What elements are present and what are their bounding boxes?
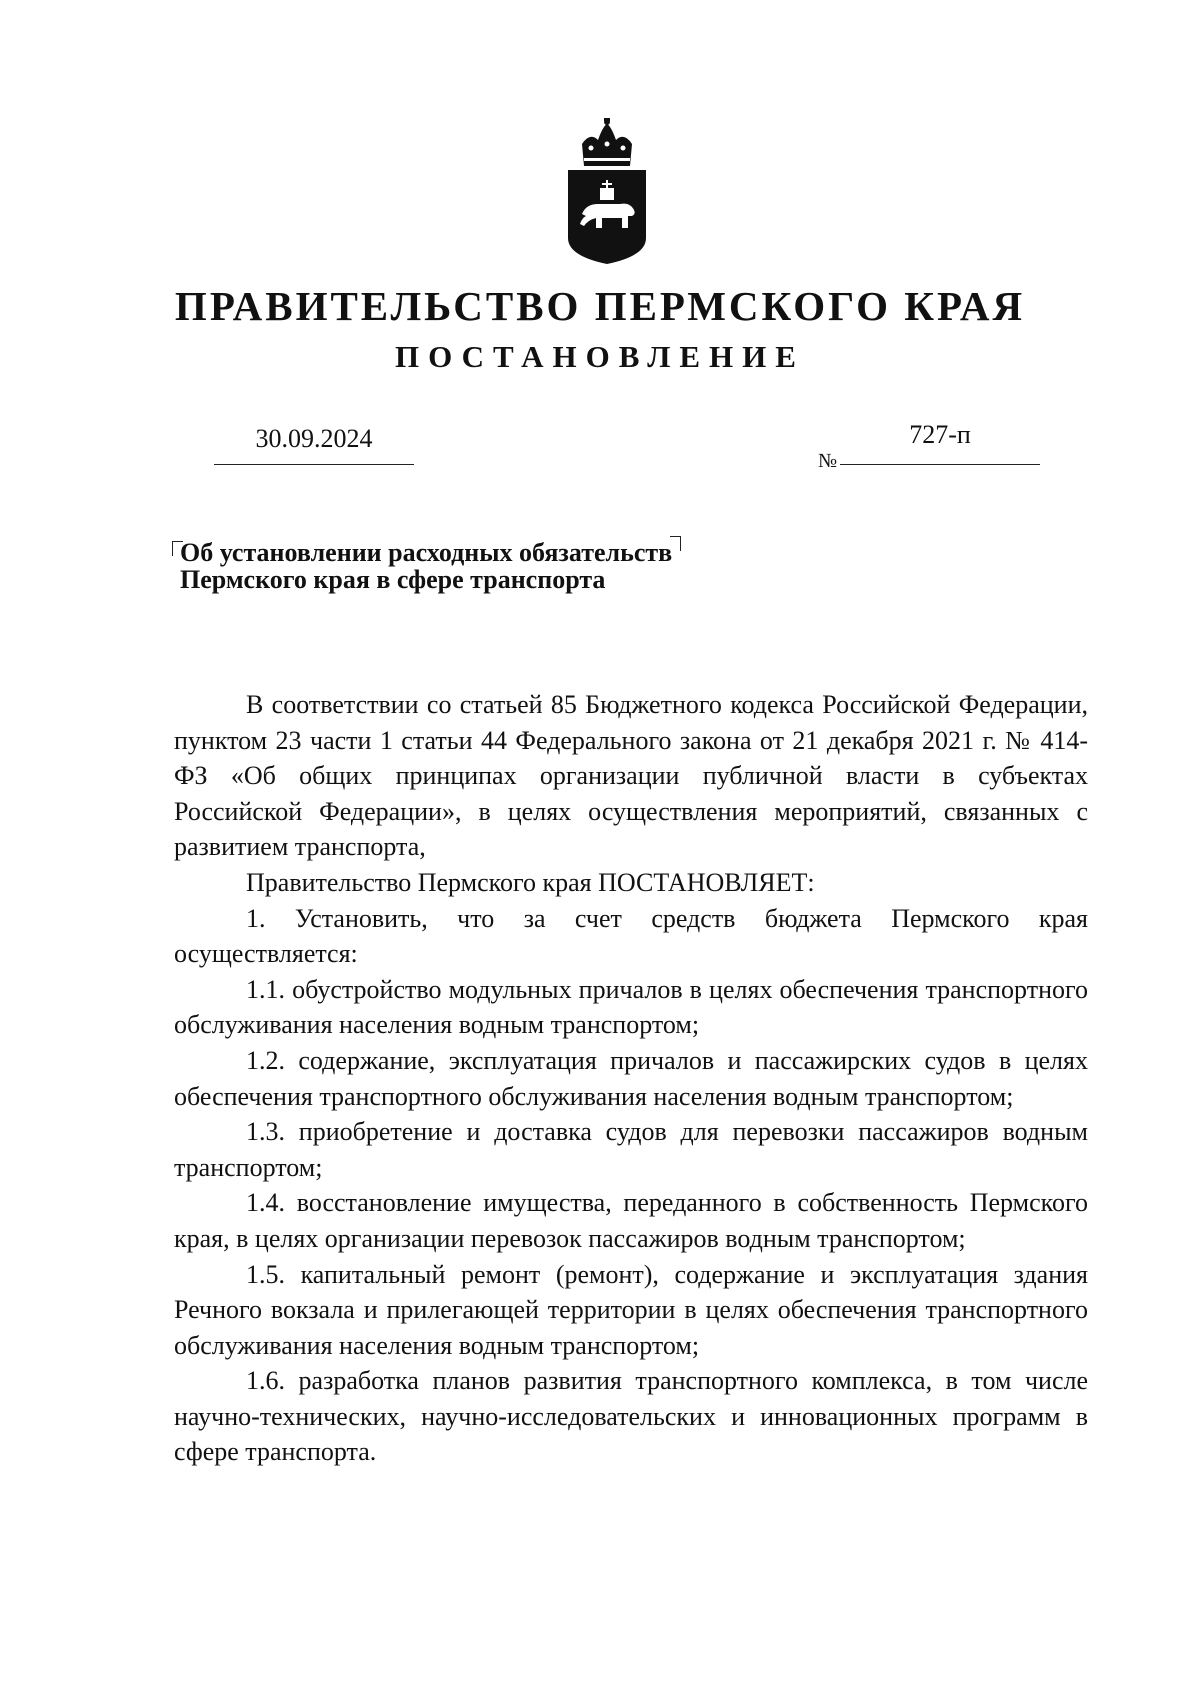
date-underline	[214, 464, 414, 465]
item-1-1-paragraph: 1.1. обустройство модульных причалов в целях обеспечения транспортного обслуживания населения водным транспортом;	[174, 974, 1088, 1040]
subject-line-2: Пермского края в сфере транспорта	[180, 565, 606, 594]
document-number: 727-п	[909, 420, 971, 449]
document-subject	[180, 539, 880, 593]
item-1-paragraph: 1. Установить, что за счет средств бюджета Пермского края осуществляется:	[174, 903, 1088, 969]
document-type: ПОСТАНОВЛЕНИЕ	[395, 339, 805, 374]
decree-paragraph: Правительство Пермского края ПОСТАНОВЛЯЕТ:	[246, 867, 815, 897]
number-sign: №	[818, 450, 838, 472]
item-1-4-paragraph: 1.4. восстановление имущества, переданного в собственность Пермского края, в целях организации перевозок пассажиров водным транспортом;	[174, 1188, 1088, 1253]
subject-line-1: Об установлении расходных обязательств	[180, 538, 673, 567]
item-1-5-paragraph: 1.5. капитальный ремонт (ремонт), содержание и эксплуатация здания Речного вокзала и прилегающей территории в целях обеспечения транспортного обслуживания населения водным транспортом;	[174, 1259, 1088, 1360]
number-underline	[840, 464, 1040, 465]
coat-of-arms-icon	[562, 118, 652, 266]
document-body	[174, 687, 1088, 1470]
preamble-paragraph: В соответствии со статьей 85 Бюджетного кодекса Российской Федерации, пунктом 23 части 1 статьи 44 Федерального закона от 21 декабря 2021 г. № 414-ФЗ «Об общих принципах организации публичной власти в субъектах Российской Федерации», в целях осуществления мероприятий, связанных с развитием транспорта,	[174, 690, 1088, 862]
item-1-6-paragraph: 1.6. разработка планов развития транспортного комплекса, в том числе научно-технических, научно-исследовательских и инновационных программ в сфере транспорта.	[174, 1366, 1088, 1467]
government-title: ПРАВИТЕЛЬСТВО ПЕРМСКОГО КРАЯ	[174, 283, 1026, 329]
item-1-2-paragraph: 1.2. содержание, эксплуатация причалов и пассажирских судов в целях обеспечения транспортного обслуживания населения водным транспортом;	[174, 1045, 1088, 1111]
document-number-field	[818, 420, 1040, 470]
document-date: 30.09.2024	[255, 424, 373, 453]
item-1-3-paragraph: 1.3. приобретение и доставка судов для перевозки пассажиров водным транспортом;	[174, 1117, 1088, 1182]
